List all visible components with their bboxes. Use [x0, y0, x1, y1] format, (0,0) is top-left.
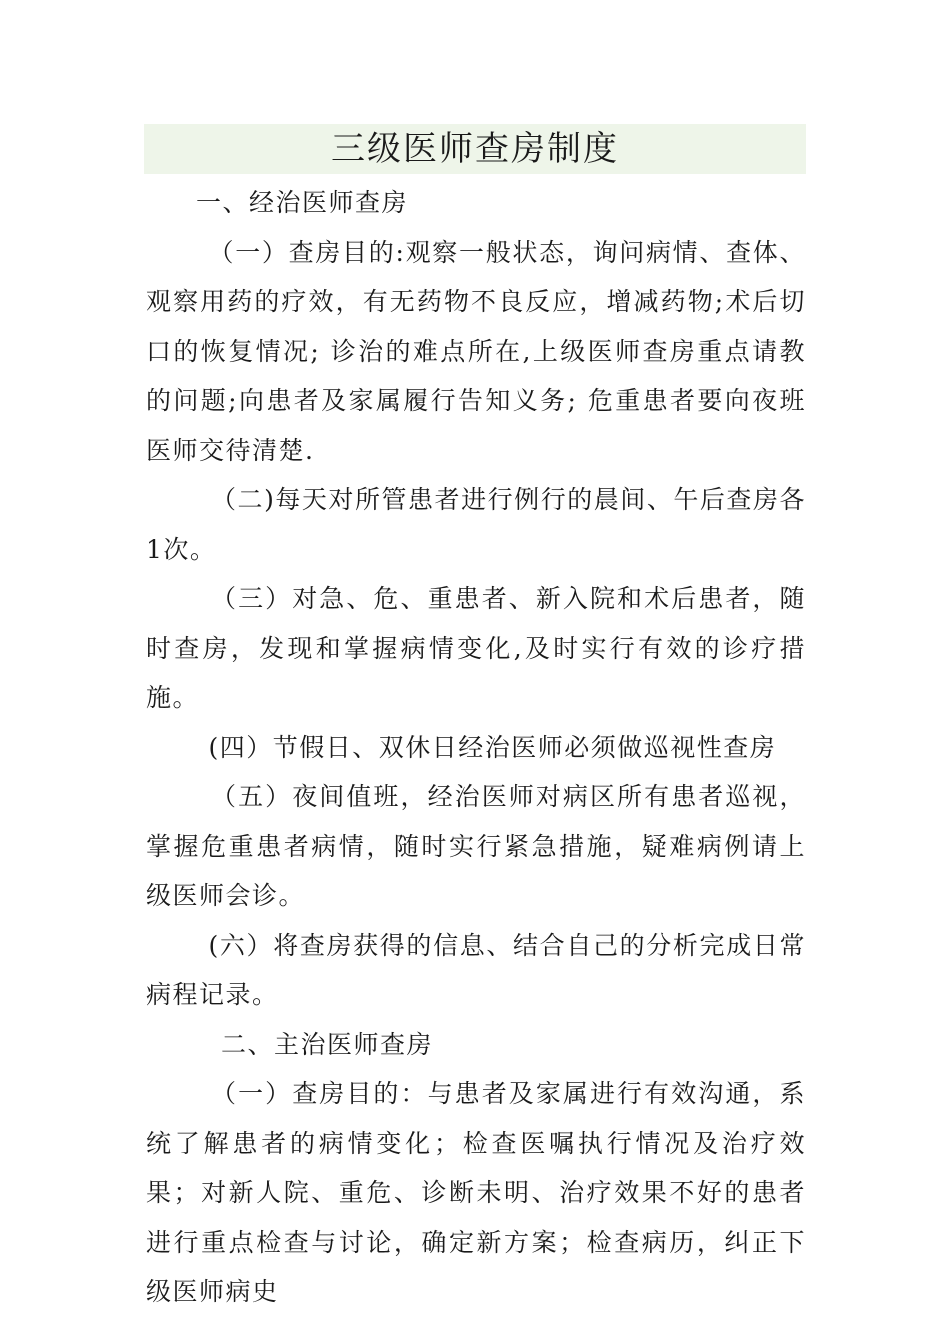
paragraph-1-3: （三）对急、危、重患者、新入院和术后患者，随时查房，发现和掌握病情变化,及时实行有效的诊疗措施。	[146, 584, 806, 712]
section-heading-1: 一、经治医师查房	[196, 188, 409, 217]
paragraph-1-6: (六）将查房获得的信息、结合自己的分析完成日常病程记录。	[146, 930, 806, 1009]
document-title: 三级医师查房制度	[331, 129, 619, 169]
paragraph-2-1: （一）查房目的：与患者及家属进行有效沟通，系统了解患者的病情变化；检查医嘱执行情况及治疗效果；对新人院、重危、诊断未明、治疗效果不好的患者进行重点检查与讨论，确定新方案；检查病历，纠正下级医师病史	[146, 1079, 806, 1306]
document-body	[146, 178, 806, 1317]
paragraph-1-5: （五）夜间值班，经治医师对病区所有患者巡视，掌握危重患者病情，随时实行紧急措施，疑难病例请上级医师会诊。	[146, 782, 806, 910]
paragraph-1-2: （二)每天对所管患者进行例行的晨间、午后查房各1次。	[146, 485, 806, 564]
paragraph-1-1: （一）查房目的:观察一般状态，询问病情、查体、观察用药的疗效，有无药物不良反应，增减药物;术后切口的恢复情况; 诊治的难点所在,上级医师查房重点请教的问题;向患者及家属履行告知义务; 危重患者要向夜班医师交待清楚.	[146, 237, 806, 465]
section-heading-2: 二、主治医师查房	[221, 1029, 434, 1059]
paragraph-1-4: (四）节假日、双休日经治医师必须做巡视性查房	[208, 732, 777, 762]
